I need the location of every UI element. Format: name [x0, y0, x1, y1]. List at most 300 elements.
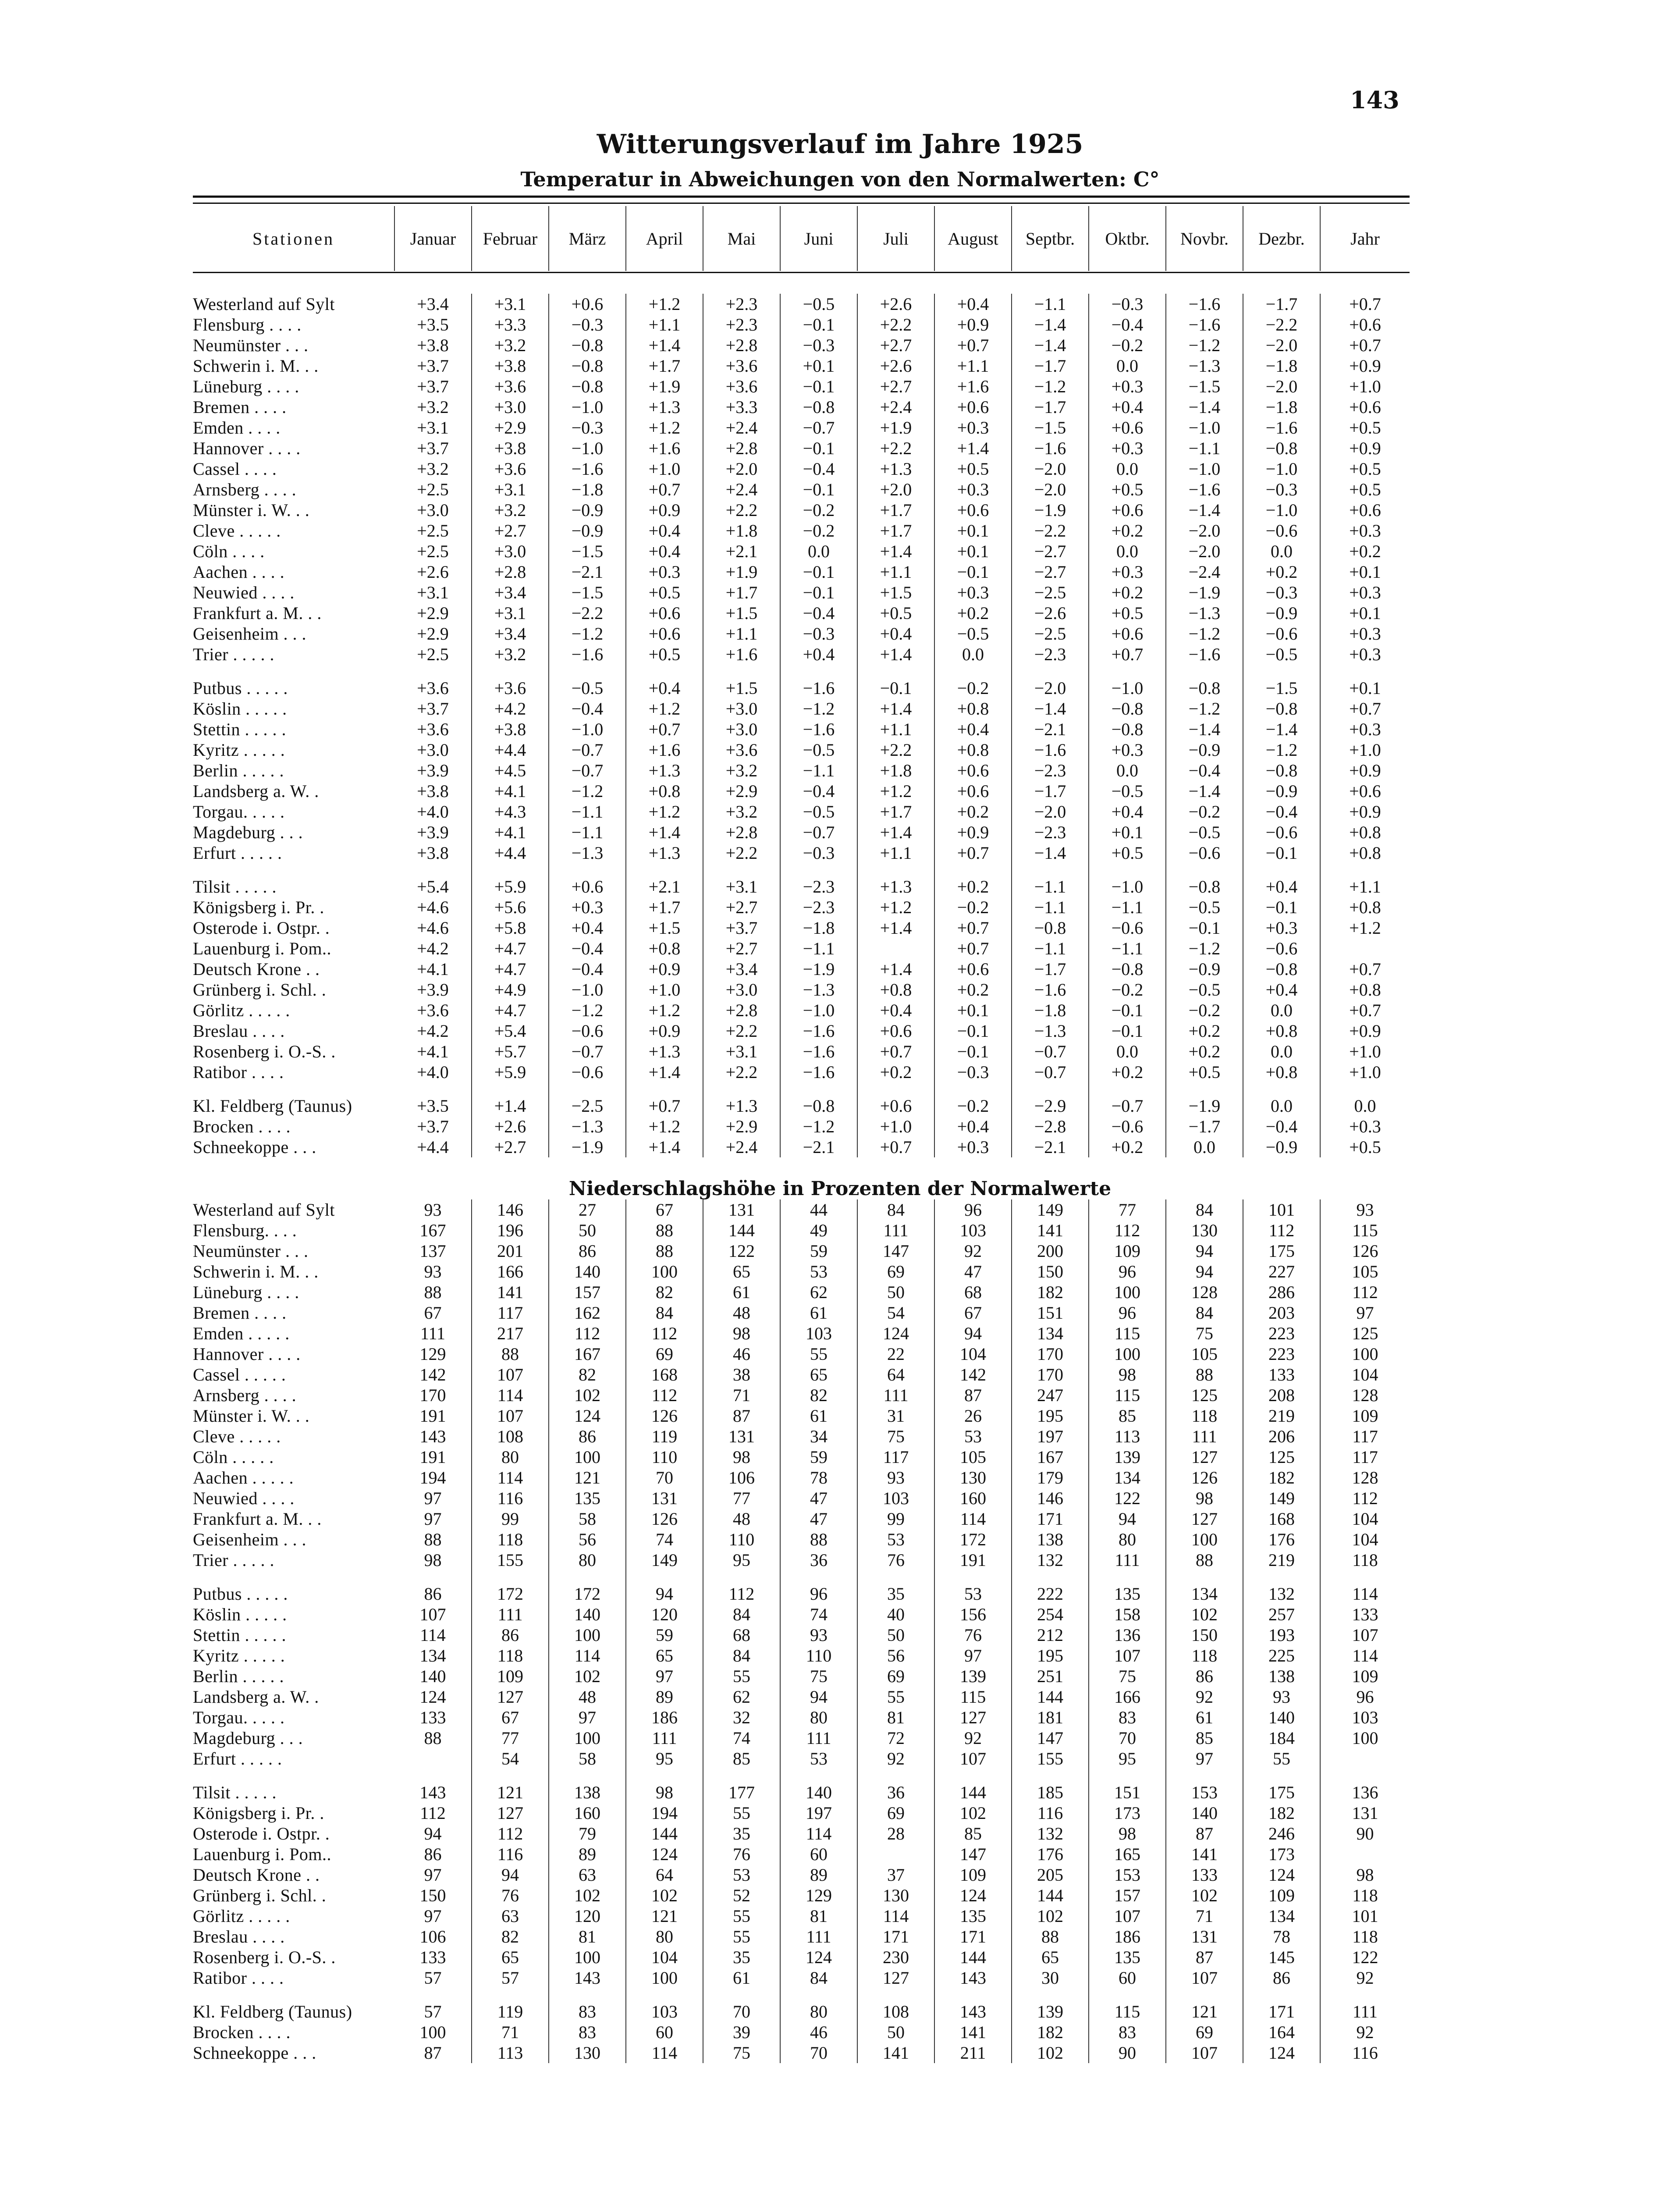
temperature-value-cell: +0.4	[934, 1116, 1012, 1137]
precipitation-value-cell: 112	[626, 1323, 703, 1344]
precipitation-value-cell: 87	[934, 1385, 1012, 1406]
precipitation-value-cell: 100	[626, 1261, 703, 1282]
precipitation-value-cell: 257	[1243, 1604, 1320, 1625]
temperature-value-cell: +3.1	[703, 876, 780, 897]
column-header-row	[193, 206, 1410, 271]
temperature-value-cell: +0.6	[934, 397, 1012, 417]
precipitation-value-cell: 182	[1243, 1467, 1320, 1488]
temperature-value-cell: +4.4	[394, 1137, 472, 1157]
temperature-value-cell: +0.3	[1089, 438, 1166, 459]
precipitation-value-cell: 116	[472, 1488, 549, 1509]
precipitation-value-cell: 139	[1089, 1447, 1166, 1467]
precipitation-value-cell: 212	[1012, 1625, 1089, 1645]
precipitation-value-cell: 132	[1012, 1550, 1089, 1570]
precipitation-value-cell: 105	[1352, 1262, 1378, 1281]
precipitation-value-cell: 182	[1243, 1803, 1320, 1823]
temperature-value-cell: +3.7	[394, 376, 472, 397]
precipitation-station-name: Kl. Feldberg (Taunus)	[193, 2002, 352, 2021]
precipitation-value-cell: 53	[780, 1748, 857, 1769]
temperature-station-name: Schneekoppe . . .	[193, 1137, 316, 1157]
temperature-value-cell: +0.7	[934, 843, 1012, 863]
temperature-value-cell: +2.3	[703, 294, 780, 314]
temperature-value-cell: +4.7	[472, 938, 549, 959]
temperature-value-cell: +1.9	[626, 376, 703, 397]
temperature-value-cell: −0.4	[549, 959, 626, 979]
temperature-value-cell: −0.3	[549, 417, 626, 438]
temperature-value-cell: +1.4	[857, 698, 934, 719]
precipitation-value-cell: 88	[1166, 1550, 1243, 1570]
temperature-value-cell: −0.3	[780, 335, 857, 356]
temperature-value-cell: −1.8	[549, 479, 626, 500]
precipitation-value-cell: 151	[1012, 1302, 1089, 1323]
temperature-value-cell	[857, 938, 934, 959]
precipitation-section-title: Niederschlagshöhe in Prozenten der Normalwerte	[568, 1178, 1112, 1200]
temperature-value-cell: +1.0	[626, 979, 703, 1000]
temperature-value-cell: +1.5	[703, 603, 780, 623]
temperature-value-cell: −1.6	[1012, 740, 1089, 760]
temperature-value-cell: −1.3	[1166, 356, 1243, 376]
precipitation-value-cell: 85	[1166, 1728, 1243, 1748]
temperature-value-cell: −0.1	[780, 376, 857, 397]
precipitation-value-cell: 151	[1089, 1782, 1166, 1803]
precipitation-gap-cell	[1012, 1988, 1089, 2001]
precipitation-table-row	[193, 1844, 1410, 1865]
precipitation-value-cell: 81	[780, 1906, 857, 1926]
precipitation-value-cell: 139	[934, 1666, 1012, 1687]
temperature-value-cell: −1.0	[1243, 459, 1320, 479]
precipitation-value-cell: 32	[703, 1707, 780, 1728]
precipitation-value-cell: 219	[1243, 1406, 1320, 1426]
precipitation-value-cell: 67	[472, 1707, 549, 1728]
precipitation-table-row	[193, 1282, 1410, 1302]
temperature-value-cell: +1.2	[626, 698, 703, 719]
temperature-station-name: Cassel . . . .	[193, 459, 277, 479]
precipitation-value-cell: 55	[857, 1687, 934, 1707]
precipitation-value-cell: 175	[1243, 1241, 1320, 1261]
temperature-value-cell: +3.1	[472, 479, 549, 500]
precipitation-value-cell: 94	[1089, 1509, 1166, 1529]
temperature-value-cell: +1.5	[626, 918, 703, 938]
temperature-value-cell: −2.3	[1012, 760, 1089, 781]
temperature-table-row	[193, 959, 1410, 979]
temperature-value-cell: +2.9	[394, 623, 472, 644]
col-header-september: Septbr.	[1012, 206, 1089, 271]
temperature-value-cell: +0.3	[1349, 644, 1381, 664]
temperature-value-cell: +3.2	[472, 335, 549, 356]
precipitation-value-cell: 150	[1012, 1261, 1089, 1282]
precipitation-value-cell: 115	[1089, 1323, 1166, 1344]
precipitation-value-cell: 186	[1089, 1926, 1166, 1947]
temperature-value-cell: +3.6	[703, 356, 780, 376]
precipitation-value-cell: 77	[1089, 1199, 1166, 1220]
temperature-value-cell: −1.6	[780, 1041, 857, 1062]
temperature-value-cell: −2.1	[1012, 719, 1089, 740]
precipitation-value-cell: 53	[703, 1865, 780, 1885]
precipitation-value-cell: 101	[1352, 1906, 1378, 1926]
precipitation-table-row	[193, 1364, 1410, 1385]
precipitation-value-cell: 47	[780, 1488, 857, 1509]
precipitation-value-cell: 82	[549, 1364, 626, 1385]
temperature-value-cell: −0.2	[934, 678, 1012, 698]
precipitation-value-cell: 110	[780, 1645, 857, 1666]
precipitation-value-cell: 94	[626, 1584, 703, 1604]
temperature-value-cell: −1.6	[1166, 479, 1243, 500]
temperature-value-cell: +2.3	[703, 314, 780, 335]
precipitation-station-name: Magdeburg . . .	[193, 1728, 303, 1748]
temperature-value-cell: −1.1	[1166, 438, 1243, 459]
precipitation-value-cell: 36	[857, 1782, 934, 1803]
temperature-value-cell: +1.2	[626, 294, 703, 314]
precipitation-value-cell: 129	[780, 1885, 857, 1906]
temperature-value-cell: +0.6	[1349, 781, 1381, 801]
precipitation-value-cell: 97	[1166, 1748, 1243, 1769]
temperature-value-cell: +0.2	[934, 876, 1012, 897]
temperature-value-cell: −0.6	[1243, 623, 1320, 644]
temperature-table-row	[193, 1062, 1410, 1082]
temperature-value-cell: −0.9	[1243, 781, 1320, 801]
temperature-value-cell: +5.9	[472, 876, 549, 897]
precipitation-value-cell: 69	[626, 1344, 703, 1364]
precipitation-value-cell: 138	[1012, 1529, 1089, 1550]
temperature-value-cell: +0.7	[626, 719, 703, 740]
precipitation-value-cell: 162	[549, 1302, 626, 1323]
temperature-table-row	[193, 822, 1410, 843]
precipitation-value-cell: 77	[703, 1488, 780, 1509]
temperature-value-cell: −0.8	[1166, 678, 1243, 698]
temperature-value-cell: +0.2	[1243, 562, 1320, 582]
precipitation-value-cell: 111	[780, 1728, 857, 1748]
temperature-value-cell: −1.8	[780, 918, 857, 938]
temperature-value-cell: +2.7	[703, 897, 780, 918]
temperature-value-cell: +2.8	[703, 335, 780, 356]
precipitation-value-cell: 57	[394, 2001, 472, 2022]
temperature-value-cell: +2.2	[857, 314, 934, 335]
temperature-station-name: Westerland auf Sylt	[193, 294, 335, 314]
temperature-value-cell: +0.9	[934, 314, 1012, 335]
temperature-value-cell: +0.8	[934, 740, 1012, 760]
precipitation-value-cell: 146	[1012, 1488, 1089, 1509]
precipitation-value-cell: 69	[857, 1666, 934, 1687]
temperature-value-cell: −2.0	[1166, 520, 1243, 541]
precipitation-value-cell: 30	[1012, 1968, 1089, 1988]
precipitation-value-cell: 50	[857, 1282, 934, 1302]
precipitation-value-cell: 100	[626, 1968, 703, 1988]
precipitation-value-cell: 131	[703, 1426, 780, 1447]
precipitation-value-cell: 149	[1012, 1199, 1089, 1220]
temperature-value-cell: −2.3	[780, 876, 857, 897]
precipitation-value-cell: 87	[1166, 1823, 1243, 1844]
col-header-august: August	[934, 206, 1012, 271]
temperature-gap-cell	[394, 1082, 472, 1096]
temperature-value-cell: +0.5	[934, 459, 1012, 479]
precipitation-value-cell: 102	[934, 1803, 1012, 1823]
temperature-value-cell: +3.3	[703, 397, 780, 417]
temperature-station-name: Arnsberg . . . .	[193, 480, 297, 499]
temperature-value-cell: −1.1	[1089, 897, 1166, 918]
temperature-station-name: Aachen . . . .	[193, 562, 285, 582]
temperature-value-cell: +2.2	[703, 1062, 780, 1082]
temperature-station-name: Hannover . . . .	[193, 438, 301, 458]
precipitation-station-name: Tilsit . . . . .	[193, 1783, 277, 1802]
precipitation-value-cell: 160	[934, 1488, 1012, 1509]
temperature-value-cell: +3.7	[394, 1116, 472, 1137]
precipitation-value-cell: 127	[472, 1803, 549, 1823]
precipitation-value-cell: 84	[1166, 1302, 1243, 1323]
temperature-value-cell: −0.4	[780, 459, 857, 479]
precipitation-value-cell: 166	[1089, 1687, 1166, 1707]
temperature-value-cell: +4.1	[394, 1041, 472, 1062]
temperature-value-cell: +0.2	[1089, 1062, 1166, 1082]
temperature-value-cell: −0.6	[1089, 1116, 1166, 1137]
precipitation-value-cell: 122	[1352, 1947, 1378, 1967]
temperature-value-cell: +0.5	[1349, 459, 1381, 479]
temperature-value-cell: +1.7	[857, 801, 934, 822]
precipitation-value-cell: 146	[472, 1199, 549, 1220]
precipitation-value-cell: 65	[1012, 1947, 1089, 1968]
precipitation-value-cell: 98	[626, 1782, 703, 1803]
precipitation-value-cell: 84	[1166, 1199, 1243, 1220]
temperature-value-cell: +1.6	[934, 376, 1012, 397]
temperature-table-row	[193, 314, 1410, 335]
precipitation-value-cell: 153	[1166, 1782, 1243, 1803]
precipitation-value-cell: 107	[1089, 1645, 1166, 1666]
temperature-value-cell: −0.9	[1166, 740, 1243, 760]
precipitation-value-cell: 61	[1166, 1707, 1243, 1728]
col-header-mai: Mai	[703, 206, 780, 271]
temperature-value-cell: +1.0	[1349, 1062, 1381, 1082]
precipitation-value-cell: 31	[857, 1406, 934, 1426]
precipitation-value-cell: 75	[1166, 1323, 1243, 1344]
temperature-table-row	[193, 938, 1410, 959]
precipitation-value-cell: 144	[703, 1220, 780, 1241]
temperature-value-cell: +3.0	[472, 541, 549, 562]
temperature-value-cell: +4.6	[394, 897, 472, 918]
precipitation-value-cell: 144	[1012, 1885, 1089, 1906]
temperature-value-cell: −0.8	[1243, 698, 1320, 719]
precipitation-value-cell	[857, 1844, 934, 1865]
temperature-gap-cell	[1166, 1082, 1243, 1096]
temperature-value-cell: −2.4	[1166, 562, 1243, 582]
temperature-table-row	[193, 843, 1410, 863]
precipitation-value-cell: 108	[857, 2001, 934, 2022]
precipitation-station-name: Geisenheim . . .	[193, 1530, 307, 1549]
temperature-table-row	[193, 603, 1410, 623]
temperature-value-cell: −1.4	[1243, 719, 1320, 740]
temperature-station-name: Grünberg i. Schl. .	[193, 980, 327, 1000]
precipitation-value-cell: 50	[857, 2022, 934, 2043]
precipitation-value-cell: 121	[626, 1906, 703, 1926]
precipitation-value-cell: 62	[703, 1687, 780, 1707]
temperature-value-cell: 0.0	[1243, 541, 1320, 562]
precipitation-value-cell: 59	[780, 1241, 857, 1261]
temperature-gap-cell	[549, 1082, 626, 1096]
temperature-station-name: Kl. Feldberg (Taunus)	[193, 1096, 352, 1116]
page-subtitle: Temperatur in Abweichungen von den Normalwerten: C°	[520, 167, 1160, 191]
precipitation-value-cell: 103	[857, 1488, 934, 1509]
precipitation-gap-cell	[934, 1570, 1012, 1584]
precipitation-value-cell: 101	[1243, 1199, 1320, 1220]
precipitation-value-cell: 104	[1352, 1365, 1378, 1384]
temperature-value-cell: −0.9	[549, 500, 626, 520]
temperature-value-cell: +0.1	[1349, 562, 1381, 582]
precipitation-value-cell	[394, 1748, 472, 1769]
temperature-value-cell: −2.0	[1012, 479, 1089, 500]
temperature-value-cell: +2.8	[472, 562, 549, 582]
precipitation-value-cell: 92	[1356, 2022, 1374, 2042]
precipitation-value-cell: 131	[626, 1488, 703, 1509]
precipitation-value-cell: 95	[626, 1748, 703, 1769]
precipitation-value-cell: 172	[549, 1584, 626, 1604]
precipitation-value-cell: 170	[1012, 1364, 1089, 1385]
precipitation-value-cell: 193	[1243, 1625, 1320, 1645]
temperature-value-cell: +1.2	[626, 801, 703, 822]
temperature-value-cell: −1.0	[1089, 678, 1166, 698]
precipitation-value-cell: 94	[1166, 1241, 1243, 1261]
page-title: Witterungsverlauf im Jahre 1925	[597, 129, 1083, 160]
temperature-value-cell: +0.3	[934, 1137, 1012, 1157]
precipitation-value-cell: 95	[1089, 1748, 1166, 1769]
temperature-value-cell: −0.4	[1243, 801, 1320, 822]
precipitation-gap-cell	[626, 1570, 703, 1584]
precipitation-value-cell: 230	[857, 1947, 934, 1968]
temperature-table-row	[193, 541, 1410, 562]
precipitation-value-cell	[1320, 1748, 1410, 1769]
precipitation-value-cell: 206	[1243, 1426, 1320, 1447]
temperature-value-cell: +3.3	[472, 314, 549, 335]
precipitation-value-cell: 140	[1166, 1803, 1243, 1823]
precipitation-value-cell: 44	[780, 1199, 857, 1220]
precipitation-value-cell: 85	[934, 1823, 1012, 1844]
col-header-jahr: Jahr	[1350, 228, 1380, 249]
precipitation-value-cell: 57	[394, 1968, 472, 1988]
temperature-value-cell: +2.0	[857, 479, 934, 500]
temperature-value-cell: +3.4	[703, 959, 780, 979]
precipitation-value-cell: 88	[780, 1529, 857, 1550]
precipitation-value-cell: 115	[934, 1687, 1012, 1707]
precipitation-station-name: Landsberg a. W. .	[193, 1687, 319, 1707]
precipitation-value-cell: 141	[472, 1282, 549, 1302]
precipitation-station-name: Kyritz . . . . .	[193, 1646, 285, 1665]
precipitation-table-row	[193, 2022, 1410, 2043]
precipitation-table-row	[193, 1926, 1410, 1947]
precipitation-value-cell: 222	[1012, 1584, 1089, 1604]
temperature-value-cell: +0.7	[1349, 294, 1381, 314]
precipitation-value-cell: 225	[1243, 1645, 1320, 1666]
precipitation-value-cell: 143	[394, 1426, 472, 1447]
precipitation-value-cell: 93	[394, 1261, 472, 1282]
temperature-value-cell: −1.6	[780, 1021, 857, 1041]
precipitation-value-cell: 107	[472, 1364, 549, 1385]
temperature-value-cell: −0.1	[780, 562, 857, 582]
temperature-value-cell: +4.7	[472, 1000, 549, 1021]
temperature-value-cell: +2.1	[626, 876, 703, 897]
temperature-value-cell: −2.1	[549, 562, 626, 582]
precipitation-value-cell: 89	[626, 1687, 703, 1707]
temperature-value-cell: −1.4	[1012, 335, 1089, 356]
precipitation-value-cell: 86	[1243, 1968, 1320, 1988]
precipitation-value-cell: 115	[1089, 2001, 1166, 2022]
precipitation-value-cell: 176	[1243, 1529, 1320, 1550]
precipitation-value-cell: 194	[626, 1803, 703, 1823]
temperature-value-cell: +4.6	[394, 918, 472, 938]
precipitation-value-cell: 100	[1352, 1344, 1378, 1364]
precipitation-value-cell: 65	[472, 1947, 549, 1968]
temperature-gap-cell	[857, 1082, 934, 1096]
precipitation-table-row	[193, 1645, 1410, 1666]
temperature-value-cell: +1.1	[626, 314, 703, 335]
temperature-value-cell: −0.1	[1089, 1021, 1166, 1041]
precipitation-value-cell: 114	[857, 1906, 934, 1926]
precipitation-value-cell: 143	[549, 1968, 626, 1988]
precipitation-value-cell: 78	[1243, 1926, 1320, 1947]
temperature-value-cell: +0.6	[934, 959, 1012, 979]
precipitation-value-cell: 96	[1089, 1261, 1166, 1282]
precipitation-gap-cell	[394, 1570, 472, 1584]
precipitation-value-cell: 147	[1012, 1728, 1089, 1748]
precipitation-value-cell: 22	[857, 1344, 934, 1364]
precipitation-value-cell: 97	[626, 1666, 703, 1687]
temperature-value-cell: +2.1	[703, 541, 780, 562]
temperature-value-cell: −2.3	[1012, 822, 1089, 843]
precipitation-value-cell: 97	[934, 1645, 1012, 1666]
temperature-value-cell: −0.2	[1089, 335, 1166, 356]
temperature-value-cell: +1.6	[626, 438, 703, 459]
precipitation-gap-cell	[1243, 1988, 1320, 2001]
precipitation-value-cell: 247	[1012, 1385, 1089, 1406]
precipitation-value-cell: 164	[1243, 2022, 1320, 2043]
temperature-value-cell: −0.6	[1166, 843, 1243, 863]
temperature-value-cell: +5.7	[472, 1041, 549, 1062]
page-number: 143	[1350, 86, 1399, 114]
precipitation-value-cell: 61	[703, 1968, 780, 1988]
temperature-value-cell: −0.8	[549, 356, 626, 376]
temperature-value-cell: +3.0	[703, 698, 780, 719]
temperature-value-cell: +1.0	[1349, 1042, 1381, 1061]
precipitation-value-cell: 98	[703, 1447, 780, 1467]
precipitation-value-cell: 86	[472, 1625, 549, 1645]
precipitation-value-cell: 86	[1166, 1666, 1243, 1687]
temperature-value-cell: +3.5	[394, 314, 472, 335]
precipitation-value-cell: 117	[472, 1302, 549, 1323]
precipitation-value-cell: 102	[1166, 1885, 1243, 1906]
temperature-value-cell: −0.6	[549, 1021, 626, 1041]
precipitation-value-cell: 167	[394, 1220, 472, 1241]
precipitation-value-cell: 114	[780, 1823, 857, 1844]
temperature-value-cell: −1.1	[1089, 938, 1166, 959]
temperature-value-cell: +1.6	[703, 644, 780, 665]
precipitation-value-cell: 140	[394, 1666, 472, 1687]
precipitation-value-cell: 130	[934, 1467, 1012, 1488]
temperature-station-name: Breslau . . . .	[193, 1021, 285, 1041]
temperature-value-cell: +0.1	[780, 356, 857, 376]
precipitation-value-cell: 85	[703, 1748, 780, 1769]
precipitation-value-cell: 118	[472, 1529, 549, 1550]
temperature-value-cell: +2.6	[472, 1116, 549, 1137]
precipitation-value-cell: 97	[1356, 1303, 1374, 1323]
precipitation-value-cell: 128	[1352, 1385, 1378, 1405]
precipitation-value-cell: 119	[472, 2001, 549, 2022]
temperature-value-cell: +0.2	[934, 603, 1012, 623]
temperature-table-row	[193, 397, 1410, 417]
precipitation-value-cell: 56	[857, 1645, 934, 1666]
temperature-value-cell: −0.1	[857, 678, 934, 698]
temperature-value-cell: +4.1	[472, 822, 549, 843]
temperature-station-name: Neuwied . . . .	[193, 583, 295, 602]
precipitation-value-cell: 65	[780, 1364, 857, 1385]
temperature-value-cell: +1.7	[626, 356, 703, 376]
precipitation-value-cell: 53	[780, 1261, 857, 1282]
precipitation-table-row	[193, 1803, 1410, 1823]
